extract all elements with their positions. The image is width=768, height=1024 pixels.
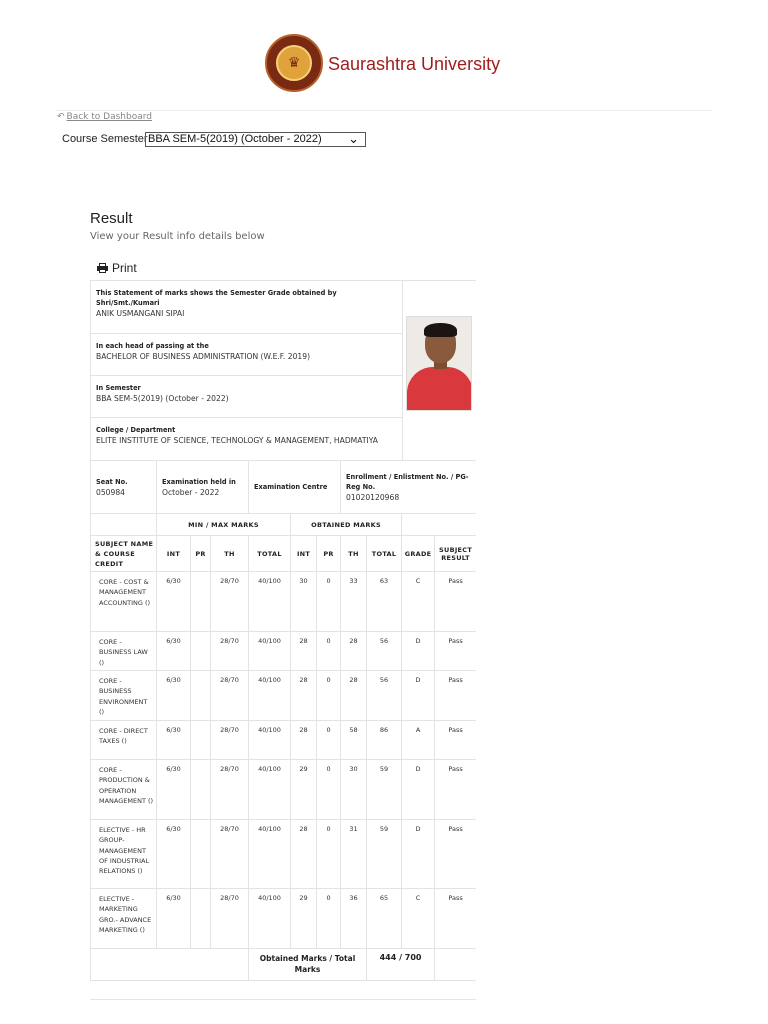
table-row — [91, 820, 477, 889]
seat-no-label: Seat No. — [96, 477, 128, 486]
subject-name: CORE - DIRECT TAXES () — [91, 721, 157, 760]
min-pr-header: PR — [191, 536, 211, 572]
min-th-header: TH — [211, 536, 249, 572]
obt-total: 59 — [367, 760, 402, 820]
obt-pr: 0 — [317, 889, 341, 949]
min-pr — [191, 889, 211, 949]
obt-int: 28 — [291, 721, 317, 760]
obt-pr: 0 — [317, 671, 341, 721]
min-total: 40/100 — [249, 760, 291, 820]
min-total-header: TOTAL — [249, 536, 291, 572]
back-link-label[interactable]: Back to Dashboard — [66, 112, 152, 122]
exam-centre-label: Examination Centre — [254, 483, 328, 491]
min-pr — [191, 632, 211, 671]
min-int: 6/30 — [157, 760, 191, 820]
table-row — [91, 572, 477, 632]
grade: C — [402, 572, 435, 632]
subject-result: Pass — [435, 760, 476, 820]
subject-result: Pass — [435, 721, 476, 760]
obt-th-header: TH — [341, 536, 367, 572]
min-th: 28/70 — [211, 820, 249, 889]
min-total: 40/100 — [249, 572, 291, 632]
min-int: 6/30 — [157, 889, 191, 949]
obt-total: 56 — [367, 671, 402, 721]
obt-int: 28 — [291, 632, 317, 671]
min-pr — [191, 572, 211, 632]
obt-pr: 0 — [317, 760, 341, 820]
print-button[interactable] — [97, 261, 137, 275]
college-name: ELITE INSTITUTE OF SCIENCE, TECHNOLOGY & MANAGEMENT, HADMATIYA — [96, 436, 378, 445]
subject-result: Pass — [435, 632, 476, 671]
obt-th: 30 — [341, 760, 367, 820]
blank-header — [402, 514, 476, 536]
divider — [90, 999, 476, 1000]
min-total: 40/100 — [249, 889, 291, 949]
student-photo — [406, 316, 472, 411]
obt-pr: 0 — [317, 820, 341, 889]
subject-name: CORE - BUSINESS ENVIRONMENT () — [91, 671, 157, 721]
obt-total: 86 — [367, 721, 402, 760]
site-header — [0, 34, 768, 96]
obtained-group-header: OBTAINED MARKS — [291, 514, 402, 536]
student-name: ANIK USMANGANI SIPAI — [96, 309, 185, 318]
min-pr — [191, 820, 211, 889]
obt-total-header: TOTAL — [367, 536, 402, 572]
table-row — [91, 721, 477, 760]
min-th: 28/70 — [211, 572, 249, 632]
subject-name: CORE - COST & MANAGEMENT ACCOUNTING () — [91, 572, 157, 632]
back-to-dashboard-link[interactable] — [57, 112, 152, 122]
photo-cell — [403, 281, 477, 461]
subject-result: Pass — [435, 572, 476, 632]
total-spacer — [435, 949, 476, 981]
grade: D — [402, 820, 435, 889]
obt-th: 58 — [341, 721, 367, 760]
obt-total: 56 — [367, 632, 402, 671]
min-total: 40/100 — [249, 721, 291, 760]
min-int-header: INT — [157, 536, 191, 572]
obt-pr-header: PR — [317, 536, 341, 572]
semester-value: BBA SEM-5(2019) (October - 2022) — [96, 394, 229, 403]
obt-int: 28 — [291, 820, 317, 889]
result-card — [90, 280, 476, 1000]
min-int: 6/30 — [157, 572, 191, 632]
min-th: 28/70 — [211, 671, 249, 721]
subject-name: CORE - PRODUCTION & OPERATION MANAGEMENT () — [91, 760, 157, 820]
passing-label: In each head of passing at the — [96, 342, 209, 350]
university-name: Saurashtra University — [328, 54, 501, 74]
course-semester-label: Course Semester — [62, 133, 148, 145]
obt-int: 30 — [291, 572, 317, 632]
grade: D — [402, 760, 435, 820]
divider — [56, 110, 712, 111]
subject-name: ELECTIVE - HR GROUP- MANAGEMENT OF INDUSTRIAL RELATIONS () — [91, 820, 157, 889]
course-semester-value: BBA SEM-5(2019) (October - 2022) — [148, 133, 322, 145]
min-pr — [191, 671, 211, 721]
enrollment-label: Enrollment / Enlistment No. / PG-Reg No. — [346, 472, 469, 491]
obt-th: 28 — [341, 632, 367, 671]
min-int: 6/30 — [157, 632, 191, 671]
subject-name: ELECTIVE - MARKETING GRO.- ADVANCE MARKETING () — [91, 889, 157, 949]
printer-icon — [97, 263, 108, 273]
min-max-group-header: MIN / MAX MARKS — [157, 514, 291, 536]
obt-th: 31 — [341, 820, 367, 889]
total-spacer — [91, 949, 249, 981]
blank-header — [91, 514, 157, 536]
university-logo-icon: ♛ — [265, 34, 323, 92]
exam-held-label: Examination held in — [162, 477, 236, 486]
min-th: 28/70 — [211, 632, 249, 671]
grade: D — [402, 632, 435, 671]
min-int: 6/30 — [157, 820, 191, 889]
obt-int-header: INT — [291, 536, 317, 572]
grade: C — [402, 889, 435, 949]
table-row — [91, 671, 477, 721]
back-arrow-icon: ↶ — [57, 112, 65, 122]
total-marks-value: 444 / 700 — [367, 949, 435, 981]
subject-result: Pass — [435, 820, 476, 889]
program-name: BACHELOR OF BUSINESS ADMINISTRATION (W.E.F. 2019) — [96, 352, 311, 361]
obt-total: 59 — [367, 820, 402, 889]
page-subtitle: View your Result info details below — [90, 231, 265, 242]
table-row — [91, 760, 477, 820]
total-row — [91, 949, 477, 981]
min-total: 40/100 — [249, 820, 291, 889]
marks-table — [90, 513, 476, 981]
grade: D — [402, 671, 435, 721]
enrollment-value: 01020120968 — [346, 492, 400, 502]
obt-int: 29 — [291, 889, 317, 949]
obt-pr: 0 — [317, 632, 341, 671]
min-th: 28/70 — [211, 889, 249, 949]
print-label: Print — [112, 261, 137, 275]
min-pr — [191, 760, 211, 820]
obt-pr: 0 — [317, 572, 341, 632]
chevron-down-icon: ⌄ — [348, 131, 359, 146]
subject-result-header: SUBJECT RESULT — [435, 536, 476, 572]
student-info-table — [90, 280, 476, 461]
table-row — [91, 632, 477, 671]
total-marks-label: Obtained Marks / Total Marks — [249, 949, 367, 981]
obt-int: 28 — [291, 671, 317, 721]
min-int: 6/30 — [157, 671, 191, 721]
min-int: 6/30 — [157, 721, 191, 760]
page-title: Result — [90, 210, 133, 227]
grade-header: GRADE — [402, 536, 435, 572]
subject-result: Pass — [435, 889, 476, 949]
semester-label: In Semester — [96, 384, 141, 392]
obt-total: 63 — [367, 572, 402, 632]
obt-int: 29 — [291, 760, 317, 820]
min-pr — [191, 721, 211, 760]
min-th: 28/70 — [211, 721, 249, 760]
exam-info-table — [90, 460, 476, 514]
obt-total: 65 — [367, 889, 402, 949]
table-row — [91, 889, 477, 949]
grade: A — [402, 721, 435, 760]
seat-no-value: 050984 — [96, 487, 125, 497]
course-semester-select[interactable] — [145, 132, 366, 147]
exam-held-value: October - 2022 — [162, 487, 220, 497]
obt-th: 28 — [341, 671, 367, 721]
min-total: 40/100 — [249, 671, 291, 721]
min-total: 40/100 — [249, 632, 291, 671]
subject-name: CORE - BUSINESS LAW () — [91, 632, 157, 671]
obt-pr: 0 — [317, 721, 341, 760]
subject-result: Pass — [435, 671, 476, 721]
obt-th: 36 — [341, 889, 367, 949]
statement-label: This Statement of marks shows the Semester Grade obtained by Shri/Smt./Kumari — [96, 289, 337, 307]
min-th: 28/70 — [211, 760, 249, 820]
college-label: College / Department — [96, 426, 176, 434]
subject-header: SUBJECT NAME & COURSE CREDIT — [91, 536, 157, 572]
obt-th: 33 — [341, 572, 367, 632]
